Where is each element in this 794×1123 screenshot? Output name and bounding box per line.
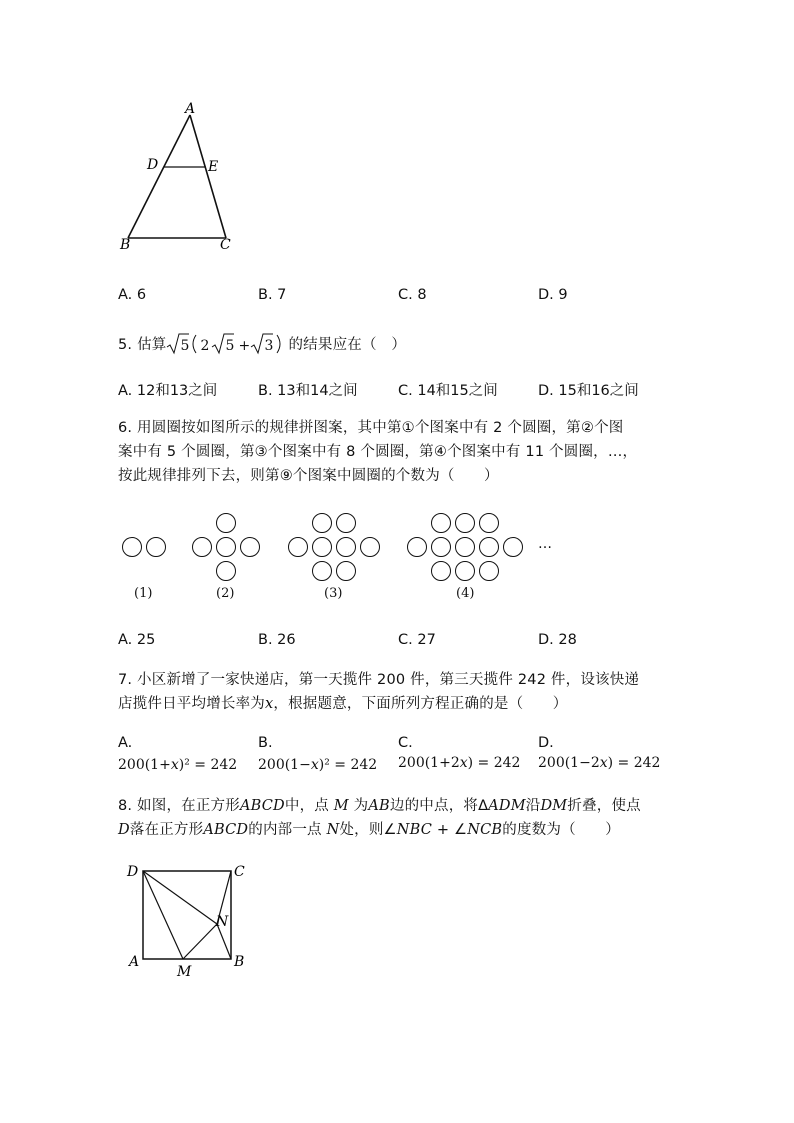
q8-text: 处，则∠ [339, 822, 397, 838]
q7-letter-a: A. [118, 735, 133, 751]
label-a: A [185, 101, 196, 117]
label-b: B [234, 954, 245, 970]
q7-letter-b: B. [258, 735, 273, 751]
eq-var: x [599, 755, 608, 771]
eq-var: x [310, 757, 319, 773]
q4-option-b: B. 7 [258, 287, 287, 303]
q5-stem [118, 333, 406, 357]
q7-letter-c: C. [398, 735, 413, 751]
eq-lead: 200(1+ [118, 757, 171, 773]
side-ac [190, 115, 226, 238]
q8-line-2 [118, 818, 620, 842]
q8-math: ADM [488, 798, 526, 814]
eq-lead: 200(1− [258, 757, 311, 773]
eq-tail: )² = 242 [178, 757, 238, 773]
q5-prefix: 估算 [137, 337, 167, 353]
q5-plus: + [238, 338, 251, 354]
q5-root3: 3 [264, 338, 274, 354]
circle [431, 537, 451, 557]
eq-tail: ) = 242 [607, 755, 661, 771]
segment-mn [183, 924, 217, 959]
q8-math: M [333, 798, 349, 814]
q8-math: D [118, 822, 130, 838]
circle [407, 537, 427, 557]
pattern-ellipsis: … [538, 536, 552, 552]
q7-equation-d [538, 755, 660, 771]
q5-option-d: D. 15和16之间 [538, 383, 639, 399]
circle [336, 513, 356, 533]
circle [312, 561, 332, 581]
q8-math: NCB [467, 822, 503, 838]
circle [455, 513, 475, 533]
q7-letter-d: D. [538, 735, 554, 751]
label-a: A [129, 954, 140, 970]
label-c: C [220, 237, 231, 253]
label-n: N [216, 914, 229, 930]
q8-line-1 [118, 794, 641, 818]
q6-line-1: 6. 用圆圈按如图所示的规律拼图案，其中第①个图案中有 2 个圆圈，第②个图 [118, 420, 624, 436]
q7-var-x: x [265, 696, 274, 712]
q7-line-2a: 店揽件日平均增长率为 [118, 696, 265, 712]
triangle-figure [110, 95, 260, 260]
eq-lead: 200(1−2 [538, 755, 600, 771]
circle [503, 537, 523, 557]
label-d: D [127, 864, 139, 880]
eq-tail: ) = 242 [467, 755, 521, 771]
q8-text: 落在正方形 [129, 822, 204, 838]
label-b: B [120, 237, 131, 253]
circle [431, 561, 451, 581]
q8-math: ABCD [203, 822, 249, 838]
circle [455, 537, 475, 557]
q6-line-3: 按此规律排列下去，则第⑨个图案中圆圈的个数为（ ） [118, 468, 499, 484]
q8-text: 中，点 [284, 798, 334, 814]
label-m: M [177, 964, 192, 980]
q5-number: 5. [118, 337, 133, 353]
circle [192, 537, 212, 557]
circle [146, 537, 166, 557]
q5-option-c: C. 14和15之间 [398, 383, 498, 399]
eq-var: x [459, 755, 468, 771]
eq-tail: )² = 242 [318, 757, 378, 773]
square-figure [122, 860, 262, 980]
eq-lead: 200(1+2 [398, 755, 460, 771]
segment-dn [143, 871, 217, 924]
circle [479, 513, 499, 533]
circle [216, 513, 236, 533]
eq-var: x [170, 757, 179, 773]
q8-text: 为 [348, 798, 369, 814]
q8-text: 沿 [525, 798, 541, 814]
circle [336, 561, 356, 581]
circle [479, 561, 499, 581]
q5-expression [166, 333, 288, 357]
q5-suffix: 的结果应在（ ） [288, 337, 407, 353]
circle [216, 561, 236, 581]
q6-option-d: D. 28 [538, 632, 577, 648]
q7-line-2b: ，根据题意，下面所列方程正确的是（ ） [273, 696, 568, 712]
pattern-caption-4: (4) [456, 586, 475, 601]
q4-option-a: A. 6 [118, 287, 147, 303]
circle [455, 561, 475, 581]
q7-equation-a [118, 757, 237, 773]
q5-option-b: B. 13和14之间 [258, 383, 358, 399]
circle [336, 537, 356, 557]
q8-math: NBC [396, 822, 433, 838]
segment-dm [143, 871, 183, 959]
q8-text: 折叠，使点 [567, 798, 641, 814]
q8-math: AB [368, 798, 390, 814]
q7-line-1: 7. 小区新增了一家快递店，第一天揽件 200 件，第三天揽件 242 件，设该快递 [118, 672, 640, 688]
label-c: C [234, 864, 245, 880]
circle [216, 537, 236, 557]
q8-math: ABCD [239, 798, 285, 814]
q7-equation-b [258, 757, 377, 773]
q5-root5: 5 [180, 338, 190, 354]
q6-line-2: 案中有 5 个圆圈，第③个图案中有 8 个圆圈，第④个图案中有 11 个圆圈，…， [118, 444, 638, 460]
q4-option-c: C. 8 [398, 287, 427, 303]
q5-option-a: A. 12和13之间 [118, 383, 218, 399]
q8-text: 的内部一点 [248, 822, 327, 838]
q5-coef: 2 [200, 338, 210, 354]
pattern-caption-1: (1) [134, 586, 153, 601]
circle [122, 537, 142, 557]
q4-option-d: D. 9 [538, 287, 568, 303]
circle [360, 537, 380, 557]
circle [312, 513, 332, 533]
pattern-caption-2: (2) [216, 586, 235, 601]
q6-option-b: B. 26 [258, 632, 296, 648]
circle [312, 537, 332, 557]
label-e: E [208, 159, 219, 175]
q8-text: 8. 如图，在正方形 [118, 798, 240, 814]
q8-text: 的度数为（ ） [502, 822, 620, 838]
q7-equation-c [398, 755, 520, 771]
pattern-caption-3: (3) [324, 586, 343, 601]
q8-text: 边的中点，将Δ [389, 798, 489, 814]
circle [240, 537, 260, 557]
side-ab [128, 115, 190, 238]
label-d: D [147, 157, 159, 173]
circle [479, 537, 499, 557]
q8-text: + ∠ [432, 822, 468, 838]
q6-option-a: A. 25 [118, 632, 156, 648]
circle [431, 513, 451, 533]
q6-option-c: C. 27 [398, 632, 436, 648]
q7-line-2 [118, 692, 567, 716]
circle [288, 537, 308, 557]
q8-math: DM [540, 798, 568, 814]
q8-math: N [326, 822, 340, 838]
q5-root5b: 5 [225, 338, 235, 354]
